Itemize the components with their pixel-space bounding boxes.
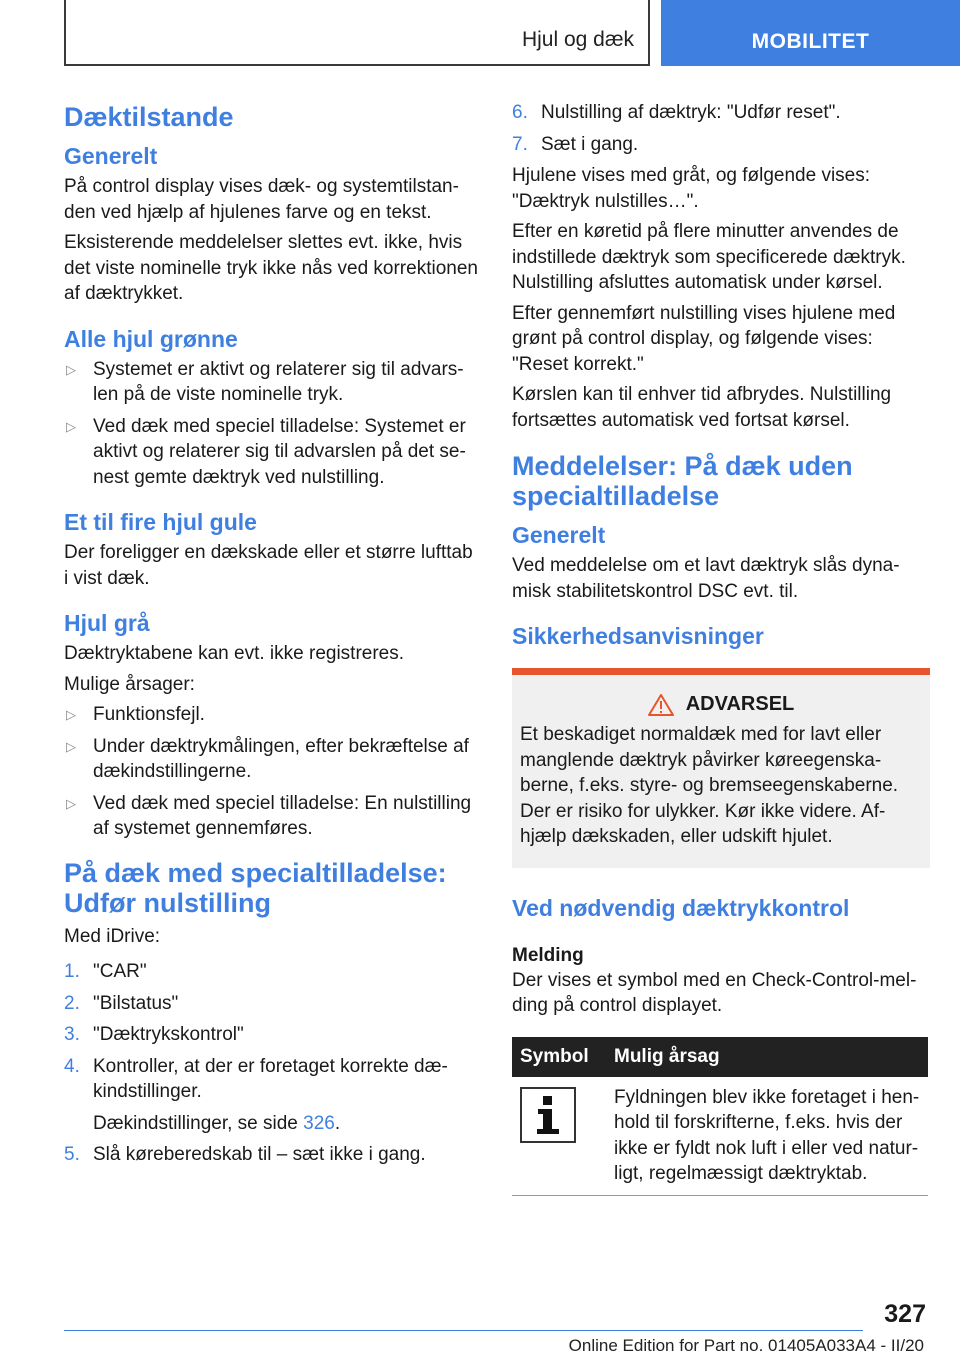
footer-divider <box>64 1330 863 1331</box>
warning-text: Et beskadiget normaldæk med for lavt eller manglende dæktryk påvirker køreegenska-berne, f.eks. styre- og bremseegenskaberne. Der er risiko for ulykker. Kør ikke videre. Af-hjælp dækskaden, eller udskift hjulet. <box>520 724 899 847</box>
step-item <box>64 991 482 1017</box>
step-text: "CAR" <box>93 961 147 982</box>
list-item-text: Systemet er aktivt og relaterer sig til advars-len på de viste nominelle tryk. <box>93 358 464 405</box>
reset-paragraph-2: Efter en køretid på flere minutter anvendes de indstillede dæktryk som specificerede dæktryk. Nulstilling afsluttes automatisk under kørsel. <box>512 221 906 293</box>
header-section-title: Hjul og dæk <box>521 28 634 51</box>
step-item <box>64 1142 482 1168</box>
step-number: 5. <box>64 1144 80 1165</box>
step-text: Kontroller, at der er foretaget korrekte dæ-kindstillinger. <box>93 1055 448 1102</box>
step-number: 7. <box>512 133 528 155</box>
footer-edition: Online Edition for Part no. 01405A033A4 - II/20 <box>568 1336 924 1355</box>
general-paragraph-2: Eksisterende meddelelser slettes evt. ikke, hvis det viste nominelle tryk ikke nås ved korrektionen af dæktrykket. <box>64 232 478 304</box>
step-item <box>64 1022 482 1048</box>
left-column <box>64 100 482 1174</box>
warning-box <box>512 668 930 868</box>
step-number: 3. <box>64 1024 80 1045</box>
step-number: 1. <box>64 961 80 982</box>
page-reference-link[interactable]: 326 <box>303 1112 335 1134</box>
step-number: 2. <box>64 992 80 1014</box>
list-item-text: Funktionsfejl. <box>93 704 205 725</box>
triangle-bullet-icon: ▷ <box>66 361 76 377</box>
reset-title: På dæk med specialtilladelse: Udfør nulstilling <box>64 857 447 918</box>
reset-paragraph-4: Kørslen kan til enhver tid afbrydes. Nulstilling fortsættes automatisk ved fortsat kørsel. <box>512 384 892 431</box>
table-cell-cause: Fyldningen blev ikke foretaget i hen-hold til forskrifterne, f.eks. hvis der ikke er fyldt nok luft i eller ved natur-ligt, regelmæssigt dæktryktab. <box>606 1077 928 1196</box>
info-icon <box>520 1087 576 1143</box>
table-cell-symbol <box>512 1077 606 1196</box>
grey-paragraph-2: Mulige årsager: <box>64 673 195 695</box>
warning-triangle-icon <box>648 694 674 716</box>
step-item <box>64 1054 482 1105</box>
triangle-bullet-icon: ▷ <box>66 738 76 754</box>
table-header-symbol: Symbol <box>512 1037 606 1077</box>
grey-heading: Hjul grå <box>64 610 150 636</box>
step-item <box>512 100 930 126</box>
warning-title: ADVARSEL <box>685 693 795 715</box>
table-row <box>512 1077 928 1196</box>
messages-title: Meddelelser: På dæk uden specialtilladelse <box>512 451 853 511</box>
yellow-heading: Et til fire hjul gule <box>64 509 257 535</box>
symbol-table <box>512 1037 928 1196</box>
step-text: "Bilstatus" <box>93 992 179 1014</box>
step-number: 4. <box>64 1055 80 1077</box>
general-paragraph-1: På control display vises dæk- og systemtilstan-den ved hjælp af hjulenes farve og en tekst. <box>64 176 459 223</box>
yellow-paragraph: Der foreligger en dækskade eller et større lufttab i vist dæk. <box>64 542 473 589</box>
tire-status-title: Dæktilstande <box>64 102 234 132</box>
step-text: "Dæktrykskontrol" <box>93 1024 244 1045</box>
step-text: Slå køreberedskab til – sæt ikke i gang. <box>93 1144 426 1165</box>
step-item <box>64 959 482 985</box>
safety-heading: Sikkerhedsanvisninger <box>512 623 764 649</box>
messages-general-paragraph: Ved meddelelse om et lavt dæktryk slås dyna-misk stabilitetskontrol DSC evt. til. <box>512 555 900 602</box>
list-item-text: Ved dæk med speciel tilladelse: Systemet er aktivt og relaterer sig til advarslen på det se-nest gemte dæktryk ved nulstilling. <box>93 415 466 488</box>
check-heading: Ved nødvendig dæktrykkontrol <box>512 894 850 921</box>
list-item <box>64 702 482 728</box>
header-chapter-tab <box>661 0 960 66</box>
green-heading: Alle hjul grønne <box>64 325 238 352</box>
melding-heading: Melding <box>512 944 584 966</box>
step-item <box>512 132 930 158</box>
right-column <box>512 100 930 1196</box>
triangle-bullet-icon: ▷ <box>66 795 76 811</box>
warning-header <box>520 693 922 716</box>
step-4-note-text: Dækindstillinger, se side <box>93 1112 304 1134</box>
header-chapter-title: MOBILITET <box>751 30 870 53</box>
general-heading: Generelt <box>64 143 158 169</box>
list-item-text: Under dæktrykmålingen, efter bekræftelse af dækindstillingerne. <box>93 735 469 782</box>
triangle-bullet-icon: ▷ <box>66 418 76 434</box>
page-number: 327 <box>884 1300 926 1328</box>
messages-general-heading: Generelt <box>512 522 606 548</box>
reset-paragraph-3: Efter gennemført nulstilling vises hjulene med grønt på control display, og følgende vises: "Reset korrekt." <box>512 302 896 375</box>
list-item <box>64 734 482 785</box>
reset-paragraph-1: Hjulene vises med gråt, og følgende vises: "Dæktryk nulstilles…". <box>512 165 871 212</box>
list-item-text: Ved dæk med speciel tilladelse: En nulstilling af systemet gennemføres. <box>93 792 472 839</box>
triangle-bullet-icon: ▷ <box>66 707 76 722</box>
grey-paragraph-1: Dæktryktabene kan evt. ikke registreres. <box>64 643 405 664</box>
step-text: Nulstilling af dæktryk: "Udfør reset". <box>541 102 841 123</box>
step-number: 6. <box>512 102 528 123</box>
list-item <box>64 791 482 842</box>
list-item <box>64 414 482 491</box>
reset-intro: Med iDrive: <box>64 925 161 947</box>
melding-paragraph: Der vises et symbol med en Check-Control-mel-ding på control displayet. <box>512 969 917 1016</box>
table-header-row <box>512 1037 928 1077</box>
step-4-note-suffix: . <box>334 1112 341 1134</box>
step-4-note <box>64 1111 482 1137</box>
step-text: Sæt i gang. <box>541 133 639 155</box>
header-section-box <box>64 0 650 66</box>
table-header-cause: Mulig årsag <box>606 1037 928 1077</box>
list-item <box>64 357 482 408</box>
